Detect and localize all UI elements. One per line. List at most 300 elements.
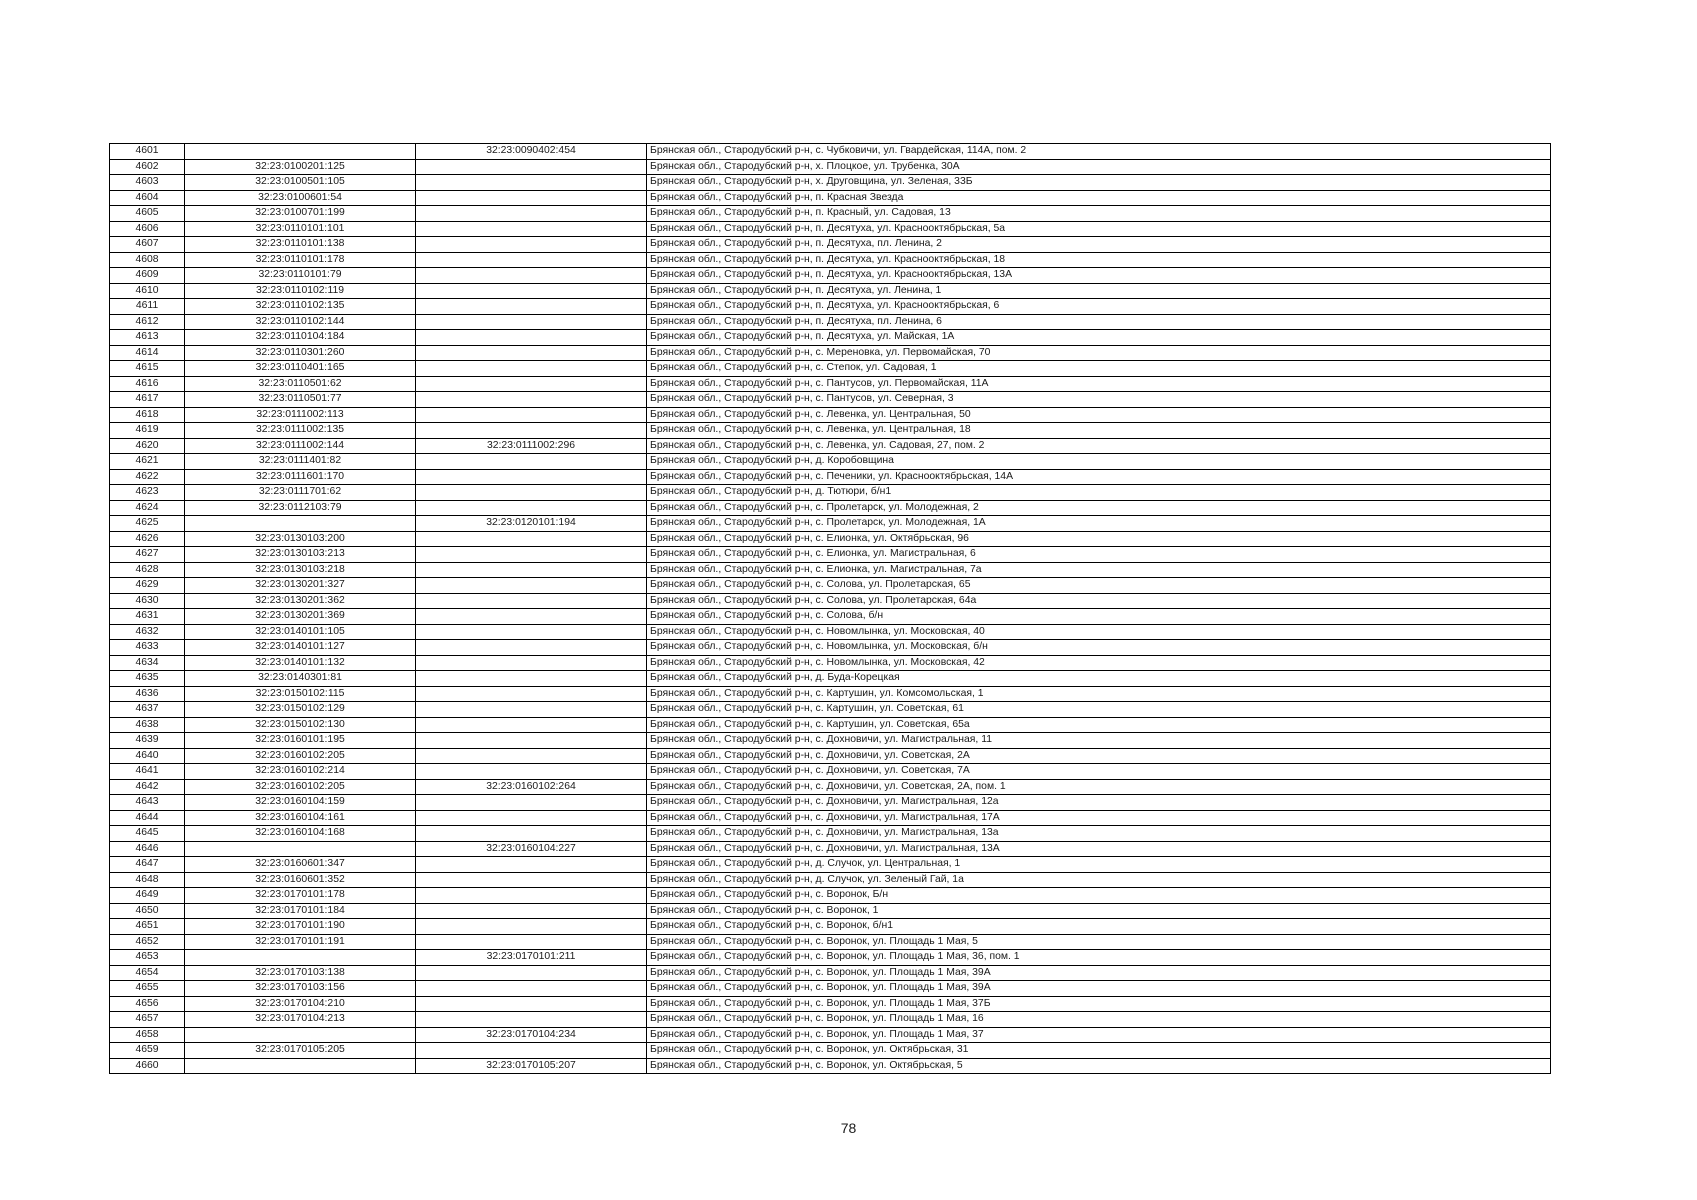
address-cell: Брянская обл., Стародубский р-н, с. Воронок, ул. Площадь 1 Мая, 37Б	[647, 996, 1551, 1012]
row-number-cell: 4651	[110, 919, 185, 935]
premises-cadastral-number-cell	[416, 159, 647, 175]
table-row	[110, 965, 1551, 981]
building-cadastral-number-cell: 32:23:0150102:129	[185, 702, 416, 718]
premises-cadastral-number-cell	[416, 1043, 647, 1059]
building-cadastral-number-cell: 32:23:0111002:113	[185, 407, 416, 423]
row-number-cell: 4605	[110, 206, 185, 222]
building-cadastral-number-cell: 32:23:0110101:79	[185, 268, 416, 284]
row-number-cell: 4637	[110, 702, 185, 718]
building-cadastral-number-cell: 32:23:0160104:168	[185, 826, 416, 842]
address-cell: Брянская обл., Стародубский р-н, с. Воронок, Б/н	[647, 888, 1551, 904]
premises-cadastral-number-cell	[416, 965, 647, 981]
address-cell: Брянская обл., Стародубский р-н, с. Воронок, ул. Площадь 1 Мая, 37	[647, 1027, 1551, 1043]
row-number-cell: 4604	[110, 190, 185, 206]
table-row	[110, 996, 1551, 1012]
address-cell: Брянская обл., Стародубский р-н, п. Десятуха, ул. Ленина, 1	[647, 283, 1551, 299]
premises-cadastral-number-cell	[416, 593, 647, 609]
premises-cadastral-number-cell	[416, 764, 647, 780]
row-number-cell: 4609	[110, 268, 185, 284]
building-cadastral-number-cell: 32:23:0130201:362	[185, 593, 416, 609]
table-row	[110, 1058, 1551, 1074]
building-cadastral-number-cell: 32:23:0170105:205	[185, 1043, 416, 1059]
premises-cadastral-number-cell	[416, 345, 647, 361]
table-row	[110, 934, 1551, 950]
building-cadastral-number-cell: 32:23:0170104:210	[185, 996, 416, 1012]
row-number-cell: 4634	[110, 655, 185, 671]
table-row	[110, 376, 1551, 392]
table-row	[110, 268, 1551, 284]
building-cadastral-number-cell: 32:23:0110104:184	[185, 330, 416, 346]
building-cadastral-number-cell: 32:23:0140101:127	[185, 640, 416, 656]
address-cell: Брянская обл., Стародубский р-н, п. Красная Звезда	[647, 190, 1551, 206]
building-cadastral-number-cell: 32:23:0130103:213	[185, 547, 416, 563]
premises-cadastral-number-cell	[416, 748, 647, 764]
table-row	[110, 981, 1551, 997]
premises-cadastral-number-cell	[416, 609, 647, 625]
row-number-cell: 4625	[110, 516, 185, 532]
address-cell: Брянская обл., Стародубский р-н, с. Левенка, ул. Центральная, 50	[647, 407, 1551, 423]
building-cadastral-number-cell: 32:23:0111002:135	[185, 423, 416, 439]
address-cell: Брянская обл., Стародубский р-н, с. Степок, ул. Садовая, 1	[647, 361, 1551, 377]
premises-cadastral-number-cell	[416, 531, 647, 547]
address-cell: Брянская обл., Стародубский р-н, с. Воронок, ул. Площадь 1 Мая, 36, пом. 1	[647, 950, 1551, 966]
address-cell: Брянская обл., Стародубский р-н, с. Дохновичи, ул. Магистральная, 13А	[647, 841, 1551, 857]
row-number-cell: 4618	[110, 407, 185, 423]
premises-cadastral-number-cell: 32:23:0111002:296	[416, 438, 647, 454]
address-cell: Брянская обл., Стародубский р-н, д. Случок, ул. Зеленый Гай, 1а	[647, 872, 1551, 888]
address-cell: Брянская обл., Стародубский р-н, с. Воронок, 1	[647, 903, 1551, 919]
row-number-cell: 4628	[110, 562, 185, 578]
table-row	[110, 655, 1551, 671]
table-row	[110, 779, 1551, 795]
address-cell: Брянская обл., Стародубский р-н, с. Пантусов, ул. Северная, 3	[647, 392, 1551, 408]
table-row	[110, 469, 1551, 485]
row-number-cell: 4636	[110, 686, 185, 702]
table-row	[110, 671, 1551, 687]
premises-cadastral-number-cell	[416, 919, 647, 935]
building-cadastral-number-cell: 32:23:0110102:144	[185, 314, 416, 330]
row-number-cell: 4649	[110, 888, 185, 904]
address-cell: Брянская обл., Стародубский р-н, п. Десятуха, пл. Ленина, 2	[647, 237, 1551, 253]
table-row	[110, 314, 1551, 330]
row-number-cell: 4621	[110, 454, 185, 470]
building-cadastral-number-cell: 32:23:0111002:144	[185, 438, 416, 454]
table-row	[110, 826, 1551, 842]
row-number-cell: 4601	[110, 144, 185, 160]
address-cell: Брянская обл., Стародубский р-н, с. Воронок, ул. Октябрьская, 5	[647, 1058, 1551, 1074]
address-cell: Брянская обл., Стародубский р-н, с. Левенка, ул. Центральная, 18	[647, 423, 1551, 439]
building-cadastral-number-cell: 32:23:0100501:105	[185, 175, 416, 191]
row-number-cell: 4644	[110, 810, 185, 826]
premises-cadastral-number-cell	[416, 702, 647, 718]
building-cadastral-number-cell: 32:23:0111701:62	[185, 485, 416, 501]
address-cell: Брянская обл., Стародубский р-н, с. Новомлынка, ул. Московская, 42	[647, 655, 1551, 671]
address-cell: Брянская обл., Стародубский р-н, с. Новомлынка, ул. Московская, 40	[647, 624, 1551, 640]
premises-cadastral-number-cell: 32:23:0170101:211	[416, 950, 647, 966]
address-cell: Брянская обл., Стародубский р-н, с. Воронок, ул. Площадь 1 Мая, 16	[647, 1012, 1551, 1028]
table-row	[110, 888, 1551, 904]
address-cell: Брянская обл., Стародубский р-н, п. Красный, ул. Садовая, 13	[647, 206, 1551, 222]
address-cell: Брянская обл., Стародубский р-н, с. Солова, ул. Пролетарская, 65	[647, 578, 1551, 594]
building-cadastral-number-cell: 32:23:0130103:218	[185, 562, 416, 578]
building-cadastral-number-cell	[185, 1058, 416, 1074]
building-cadastral-number-cell: 32:23:0160601:347	[185, 857, 416, 873]
building-cadastral-number-cell: 32:23:0110102:119	[185, 283, 416, 299]
building-cadastral-number-cell: 32:23:0160102:214	[185, 764, 416, 780]
row-number-cell: 4646	[110, 841, 185, 857]
table-row	[110, 717, 1551, 733]
table-row	[110, 454, 1551, 470]
address-cell: Брянская обл., Стародубский р-н, д. Тютюри, б/н1	[647, 485, 1551, 501]
premises-cadastral-number-cell: 32:23:0090402:454	[416, 144, 647, 160]
premises-cadastral-number-cell	[416, 376, 647, 392]
row-number-cell: 4619	[110, 423, 185, 439]
address-cell: Брянская обл., Стародубский р-н, с. Картушин, ул. Советская, 61	[647, 702, 1551, 718]
table-row	[110, 686, 1551, 702]
building-cadastral-number-cell: 32:23:0111401:82	[185, 454, 416, 470]
premises-cadastral-number-cell	[416, 547, 647, 563]
address-cell: Брянская обл., Стародубский р-н, п. Десятуха, ул. Краснооктябрьская, 5а	[647, 221, 1551, 237]
address-cell: Брянская обл., Стародубский р-н, п. Десятуха, ул. Краснооктябрьская, 6	[647, 299, 1551, 315]
building-cadastral-number-cell: 32:23:0110101:178	[185, 252, 416, 268]
address-cell: Брянская обл., Стародубский р-н, с. Елионка, ул. Октябрьская, 96	[647, 531, 1551, 547]
premises-cadastral-number-cell	[416, 562, 647, 578]
table-row	[110, 872, 1551, 888]
building-cadastral-number-cell: 32:23:0111601:170	[185, 469, 416, 485]
address-cell: Брянская обл., Стародубский р-н, с. Воронок, ул. Площадь 1 Мая, 5	[647, 934, 1551, 950]
table-row	[110, 950, 1551, 966]
table-row	[110, 857, 1551, 873]
building-cadastral-number-cell	[185, 841, 416, 857]
building-cadastral-number-cell: 32:23:0110501:77	[185, 392, 416, 408]
premises-cadastral-number-cell: 32:23:0170104:234	[416, 1027, 647, 1043]
address-cell: Брянская обл., Стародубский р-н, с. Печеники, ул. Краснооктябрьская, 14А	[647, 469, 1551, 485]
address-cell: Брянская обл., Стародубский р-н, с. Дохновичи, ул. Магистральная, 12а	[647, 795, 1551, 811]
address-cell: Брянская обл., Стародубский р-н, д. Случок, ул. Центральная, 1	[647, 857, 1551, 873]
table-row	[110, 1027, 1551, 1043]
address-cell: Брянская обл., Стародубский р-н, с. Солова, ул. Пролетарская, 64а	[647, 593, 1551, 609]
building-cadastral-number-cell: 32:23:0110101:138	[185, 237, 416, 253]
row-number-cell: 4635	[110, 671, 185, 687]
row-number-cell: 4645	[110, 826, 185, 842]
building-cadastral-number-cell: 32:23:0140301:81	[185, 671, 416, 687]
premises-cadastral-number-cell	[416, 423, 647, 439]
row-number-cell: 4624	[110, 500, 185, 516]
table-row	[110, 733, 1551, 749]
table-row	[110, 392, 1551, 408]
row-number-cell: 4608	[110, 252, 185, 268]
table-row	[110, 361, 1551, 377]
table-row	[110, 206, 1551, 222]
table-row	[110, 702, 1551, 718]
table-row	[110, 903, 1551, 919]
table-row	[110, 841, 1551, 857]
table-row	[110, 485, 1551, 501]
row-number-cell: 4615	[110, 361, 185, 377]
building-cadastral-number-cell: 32:23:0150102:115	[185, 686, 416, 702]
row-number-cell: 4640	[110, 748, 185, 764]
row-number-cell: 4650	[110, 903, 185, 919]
building-cadastral-number-cell: 32:23:0100701:199	[185, 206, 416, 222]
address-cell: Брянская обл., Стародубский р-н, д. Коробовщина	[647, 454, 1551, 470]
table-row	[110, 190, 1551, 206]
row-number-cell: 4630	[110, 593, 185, 609]
address-cell: Брянская обл., Стародубский р-н, с. Воронок, ул. Площадь 1 Мая, 39А	[647, 965, 1551, 981]
table-row	[110, 500, 1551, 516]
premises-cadastral-number-cell	[416, 826, 647, 842]
premises-cadastral-number-cell: 32:23:0120101:194	[416, 516, 647, 532]
table-row	[110, 237, 1551, 253]
table-row	[110, 407, 1551, 423]
table-row	[110, 252, 1551, 268]
address-cell: Брянская обл., Стародубский р-н, с. Картушин, ул. Советская, 65а	[647, 717, 1551, 733]
building-cadastral-number-cell: 32:23:0130201:327	[185, 578, 416, 594]
table-row	[110, 299, 1551, 315]
building-cadastral-number-cell: 32:23:0150102:130	[185, 717, 416, 733]
row-number-cell: 4660	[110, 1058, 185, 1074]
table-row	[110, 748, 1551, 764]
row-number-cell: 4627	[110, 547, 185, 563]
premises-cadastral-number-cell	[416, 283, 647, 299]
table-row	[110, 609, 1551, 625]
building-cadastral-number-cell: 32:23:0170103:138	[185, 965, 416, 981]
premises-cadastral-number-cell	[416, 624, 647, 640]
premises-cadastral-number-cell	[416, 686, 647, 702]
table-row	[110, 1012, 1551, 1028]
address-cell: Брянская обл., Стародубский р-н, с. Солова, б/н	[647, 609, 1551, 625]
premises-cadastral-number-cell	[416, 981, 647, 997]
row-number-cell: 4648	[110, 872, 185, 888]
row-number-cell: 4622	[110, 469, 185, 485]
address-cell: Брянская обл., Стародубский р-н, п. Десятуха, пл. Ленина, 6	[647, 314, 1551, 330]
address-cell: Брянская обл., Стародубский р-н, с. Картушин, ул. Комсомольская, 1	[647, 686, 1551, 702]
address-cell: Брянская обл., Стародубский р-н, х. Друговщина, ул. Зеленая, 33Б	[647, 175, 1551, 191]
address-cell: Брянская обл., Стародубский р-н, с. Левенка, ул. Садовая, 27, пом. 2	[647, 438, 1551, 454]
address-cell: Брянская обл., Стародубский р-н, с. Пантусов, ул. Первомайская, 11А	[647, 376, 1551, 392]
row-number-cell: 4647	[110, 857, 185, 873]
premises-cadastral-number-cell	[416, 299, 647, 315]
premises-cadastral-number-cell	[416, 485, 647, 501]
building-cadastral-number-cell: 32:23:0170101:191	[185, 934, 416, 950]
row-number-cell: 4642	[110, 779, 185, 795]
table-row	[110, 919, 1551, 935]
row-number-cell: 4631	[110, 609, 185, 625]
address-cell: Брянская обл., Стародубский р-н, с. Пролетарск, ул. Молодежная, 2	[647, 500, 1551, 516]
table-row	[110, 516, 1551, 532]
premises-cadastral-number-cell	[416, 500, 647, 516]
address-cell: Брянская обл., Стародубский р-н, д. Буда-Корецкая	[647, 671, 1551, 687]
premises-cadastral-number-cell	[416, 717, 647, 733]
premises-cadastral-number-cell	[416, 671, 647, 687]
table-row	[110, 283, 1551, 299]
premises-cadastral-number-cell	[416, 810, 647, 826]
address-cell: Брянская обл., Стародубский р-н, с. Дохновичи, ул. Советская, 7А	[647, 764, 1551, 780]
building-cadastral-number-cell: 32:23:0140101:105	[185, 624, 416, 640]
row-number-cell: 4629	[110, 578, 185, 594]
table-row	[110, 159, 1551, 175]
row-number-cell: 4610	[110, 283, 185, 299]
building-cadastral-number-cell: 32:23:0160601:352	[185, 872, 416, 888]
table-row	[110, 330, 1551, 346]
address-cell: Брянская обл., Стародубский р-н, с. Елионка, ул. Магистральная, 7а	[647, 562, 1551, 578]
address-cell: Брянская обл., Стародубский р-н, с. Мереновка, ул. Первомайская, 70	[647, 345, 1551, 361]
row-number-cell: 4626	[110, 531, 185, 547]
row-number-cell: 4606	[110, 221, 185, 237]
building-cadastral-number-cell: 32:23:0170104:213	[185, 1012, 416, 1028]
page-number: 78	[840, 1120, 857, 1136]
premises-cadastral-number-cell	[416, 237, 647, 253]
building-cadastral-number-cell	[185, 1027, 416, 1043]
row-number-cell: 4603	[110, 175, 185, 191]
premises-cadastral-number-cell	[416, 857, 647, 873]
building-cadastral-number-cell: 32:23:0160104:159	[185, 795, 416, 811]
table-row	[110, 795, 1551, 811]
premises-cadastral-number-cell	[416, 361, 647, 377]
row-number-cell: 4658	[110, 1027, 185, 1043]
address-cell: Брянская обл., Стародубский р-н, с. Елионка, ул. Магистральная, 6	[647, 547, 1551, 563]
premises-cadastral-number-cell	[416, 578, 647, 594]
row-number-cell: 4641	[110, 764, 185, 780]
building-cadastral-number-cell: 32:23:0100201:125	[185, 159, 416, 175]
premises-cadastral-number-cell	[416, 872, 647, 888]
table-row	[110, 562, 1551, 578]
premises-cadastral-number-cell: 32:23:0160102:264	[416, 779, 647, 795]
premises-cadastral-number-cell: 32:23:0160104:227	[416, 841, 647, 857]
address-cell: Брянская обл., Стародубский р-н, с. Дохновичи, ул. Магистральная, 13а	[647, 826, 1551, 842]
address-cell: Брянская обл., Стародубский р-н, х. Плоцкое, ул. Трубенка, 30А	[647, 159, 1551, 175]
row-number-cell: 4613	[110, 330, 185, 346]
row-number-cell: 4617	[110, 392, 185, 408]
address-cell: Брянская обл., Стародубский р-н, п. Десятуха, ул. Майская, 1А	[647, 330, 1551, 346]
row-number-cell: 4616	[110, 376, 185, 392]
row-number-cell: 4623	[110, 485, 185, 501]
address-cell: Брянская обл., Стародубский р-н, с. Пролетарск, ул. Молодежная, 1А	[647, 516, 1551, 532]
table-row	[110, 423, 1551, 439]
table-row	[110, 547, 1551, 563]
row-number-cell: 4652	[110, 934, 185, 950]
table-row	[110, 144, 1551, 160]
row-number-cell: 4656	[110, 996, 185, 1012]
building-cadastral-number-cell: 32:23:0160102:205	[185, 779, 416, 795]
premises-cadastral-number-cell	[416, 392, 647, 408]
row-number-cell: 4639	[110, 733, 185, 749]
table-row	[110, 1043, 1551, 1059]
premises-cadastral-number-cell	[416, 190, 647, 206]
table-row	[110, 764, 1551, 780]
premises-cadastral-number-cell: 32:23:0170105:207	[416, 1058, 647, 1074]
row-number-cell: 4654	[110, 965, 185, 981]
building-cadastral-number-cell: 32:23:0110501:62	[185, 376, 416, 392]
address-cell: Брянская обл., Стародубский р-н, с. Дохновичи, ул. Магистральная, 17А	[647, 810, 1551, 826]
row-number-cell: 4607	[110, 237, 185, 253]
table-row	[110, 175, 1551, 191]
building-cadastral-number-cell: 32:23:0160102:205	[185, 748, 416, 764]
table-row	[110, 531, 1551, 547]
premises-cadastral-number-cell	[416, 454, 647, 470]
row-number-cell: 4633	[110, 640, 185, 656]
premises-cadastral-number-cell	[416, 221, 647, 237]
premises-cadastral-number-cell	[416, 996, 647, 1012]
premises-cadastral-number-cell	[416, 655, 647, 671]
property-registry-table	[109, 143, 1551, 1074]
table-row	[110, 810, 1551, 826]
row-number-cell: 4653	[110, 950, 185, 966]
address-cell: Брянская обл., Стародубский р-н, с. Новомлынка, ул. Московская, б/н	[647, 640, 1551, 656]
premises-cadastral-number-cell	[416, 252, 647, 268]
building-cadastral-number-cell: 32:23:0170101:190	[185, 919, 416, 935]
table-row	[110, 624, 1551, 640]
building-cadastral-number-cell: 32:23:0170101:184	[185, 903, 416, 919]
address-cell: Брянская обл., Стародубский р-н, п. Десятуха, ул. Краснооктябрьская, 13А	[647, 268, 1551, 284]
table-row	[110, 345, 1551, 361]
building-cadastral-number-cell: 32:23:0160104:161	[185, 810, 416, 826]
premises-cadastral-number-cell	[416, 268, 647, 284]
premises-cadastral-number-cell	[416, 934, 647, 950]
building-cadastral-number-cell: 32:23:0110102:135	[185, 299, 416, 315]
premises-cadastral-number-cell	[416, 888, 647, 904]
row-number-cell: 4655	[110, 981, 185, 997]
building-cadastral-number-cell	[185, 144, 416, 160]
premises-cadastral-number-cell	[416, 640, 647, 656]
table-row	[110, 578, 1551, 594]
building-cadastral-number-cell: 32:23:0110101:101	[185, 221, 416, 237]
row-number-cell: 4612	[110, 314, 185, 330]
building-cadastral-number-cell: 32:23:0100601:54	[185, 190, 416, 206]
premises-cadastral-number-cell	[416, 330, 647, 346]
building-cadastral-number-cell: 32:23:0140101:132	[185, 655, 416, 671]
building-cadastral-number-cell: 32:23:0170101:178	[185, 888, 416, 904]
building-cadastral-number-cell: 32:23:0130103:200	[185, 531, 416, 547]
building-cadastral-number-cell	[185, 950, 416, 966]
address-cell: Брянская обл., Стародубский р-н, с. Дохновичи, ул. Советская, 2А	[647, 748, 1551, 764]
table-row	[110, 221, 1551, 237]
registry-body	[110, 144, 1551, 1074]
address-cell: Брянская обл., Стародубский р-н, с. Чубковичи, ул. Гвардейская, 114А, пом. 2	[647, 144, 1551, 160]
row-number-cell: 4602	[110, 159, 185, 175]
row-number-cell: 4611	[110, 299, 185, 315]
premises-cadastral-number-cell	[416, 175, 647, 191]
building-cadastral-number-cell: 32:23:0110401:165	[185, 361, 416, 377]
building-cadastral-number-cell: 32:23:0160101:195	[185, 733, 416, 749]
address-cell: Брянская обл., Стародубский р-н, с. Дохновичи, ул. Советская, 2А, пом. 1	[647, 779, 1551, 795]
row-number-cell: 4614	[110, 345, 185, 361]
table-row	[110, 640, 1551, 656]
building-cadastral-number-cell: 32:23:0170103:156	[185, 981, 416, 997]
row-number-cell: 4643	[110, 795, 185, 811]
building-cadastral-number-cell: 32:23:0110301:260	[185, 345, 416, 361]
building-cadastral-number-cell: 32:23:0112103:79	[185, 500, 416, 516]
row-number-cell: 4638	[110, 717, 185, 733]
table-row	[110, 593, 1551, 609]
row-number-cell: 4632	[110, 624, 185, 640]
premises-cadastral-number-cell	[416, 407, 647, 423]
premises-cadastral-number-cell	[416, 733, 647, 749]
building-cadastral-number-cell: 32:23:0130201:369	[185, 609, 416, 625]
address-cell: Брянская обл., Стародубский р-н, с. Дохновичи, ул. Магистральная, 11	[647, 733, 1551, 749]
address-cell: Брянская обл., Стародубский р-н, с. Воронок, ул. Октябрьская, 31	[647, 1043, 1551, 1059]
row-number-cell: 4620	[110, 438, 185, 454]
row-number-cell: 4657	[110, 1012, 185, 1028]
address-cell: Брянская обл., Стародубский р-н, с. Воронок, ул. Площадь 1 Мая, 39А	[647, 981, 1551, 997]
building-cadastral-number-cell	[185, 516, 416, 532]
premises-cadastral-number-cell	[416, 903, 647, 919]
premises-cadastral-number-cell	[416, 469, 647, 485]
premises-cadastral-number-cell	[416, 206, 647, 222]
premises-cadastral-number-cell	[416, 314, 647, 330]
address-cell: Брянская обл., Стародубский р-н, п. Десятуха, ул. Краснооктябрьская, 18	[647, 252, 1551, 268]
row-number-cell: 4659	[110, 1043, 185, 1059]
address-cell: Брянская обл., Стародубский р-н, с. Воронок, б/н1	[647, 919, 1551, 935]
